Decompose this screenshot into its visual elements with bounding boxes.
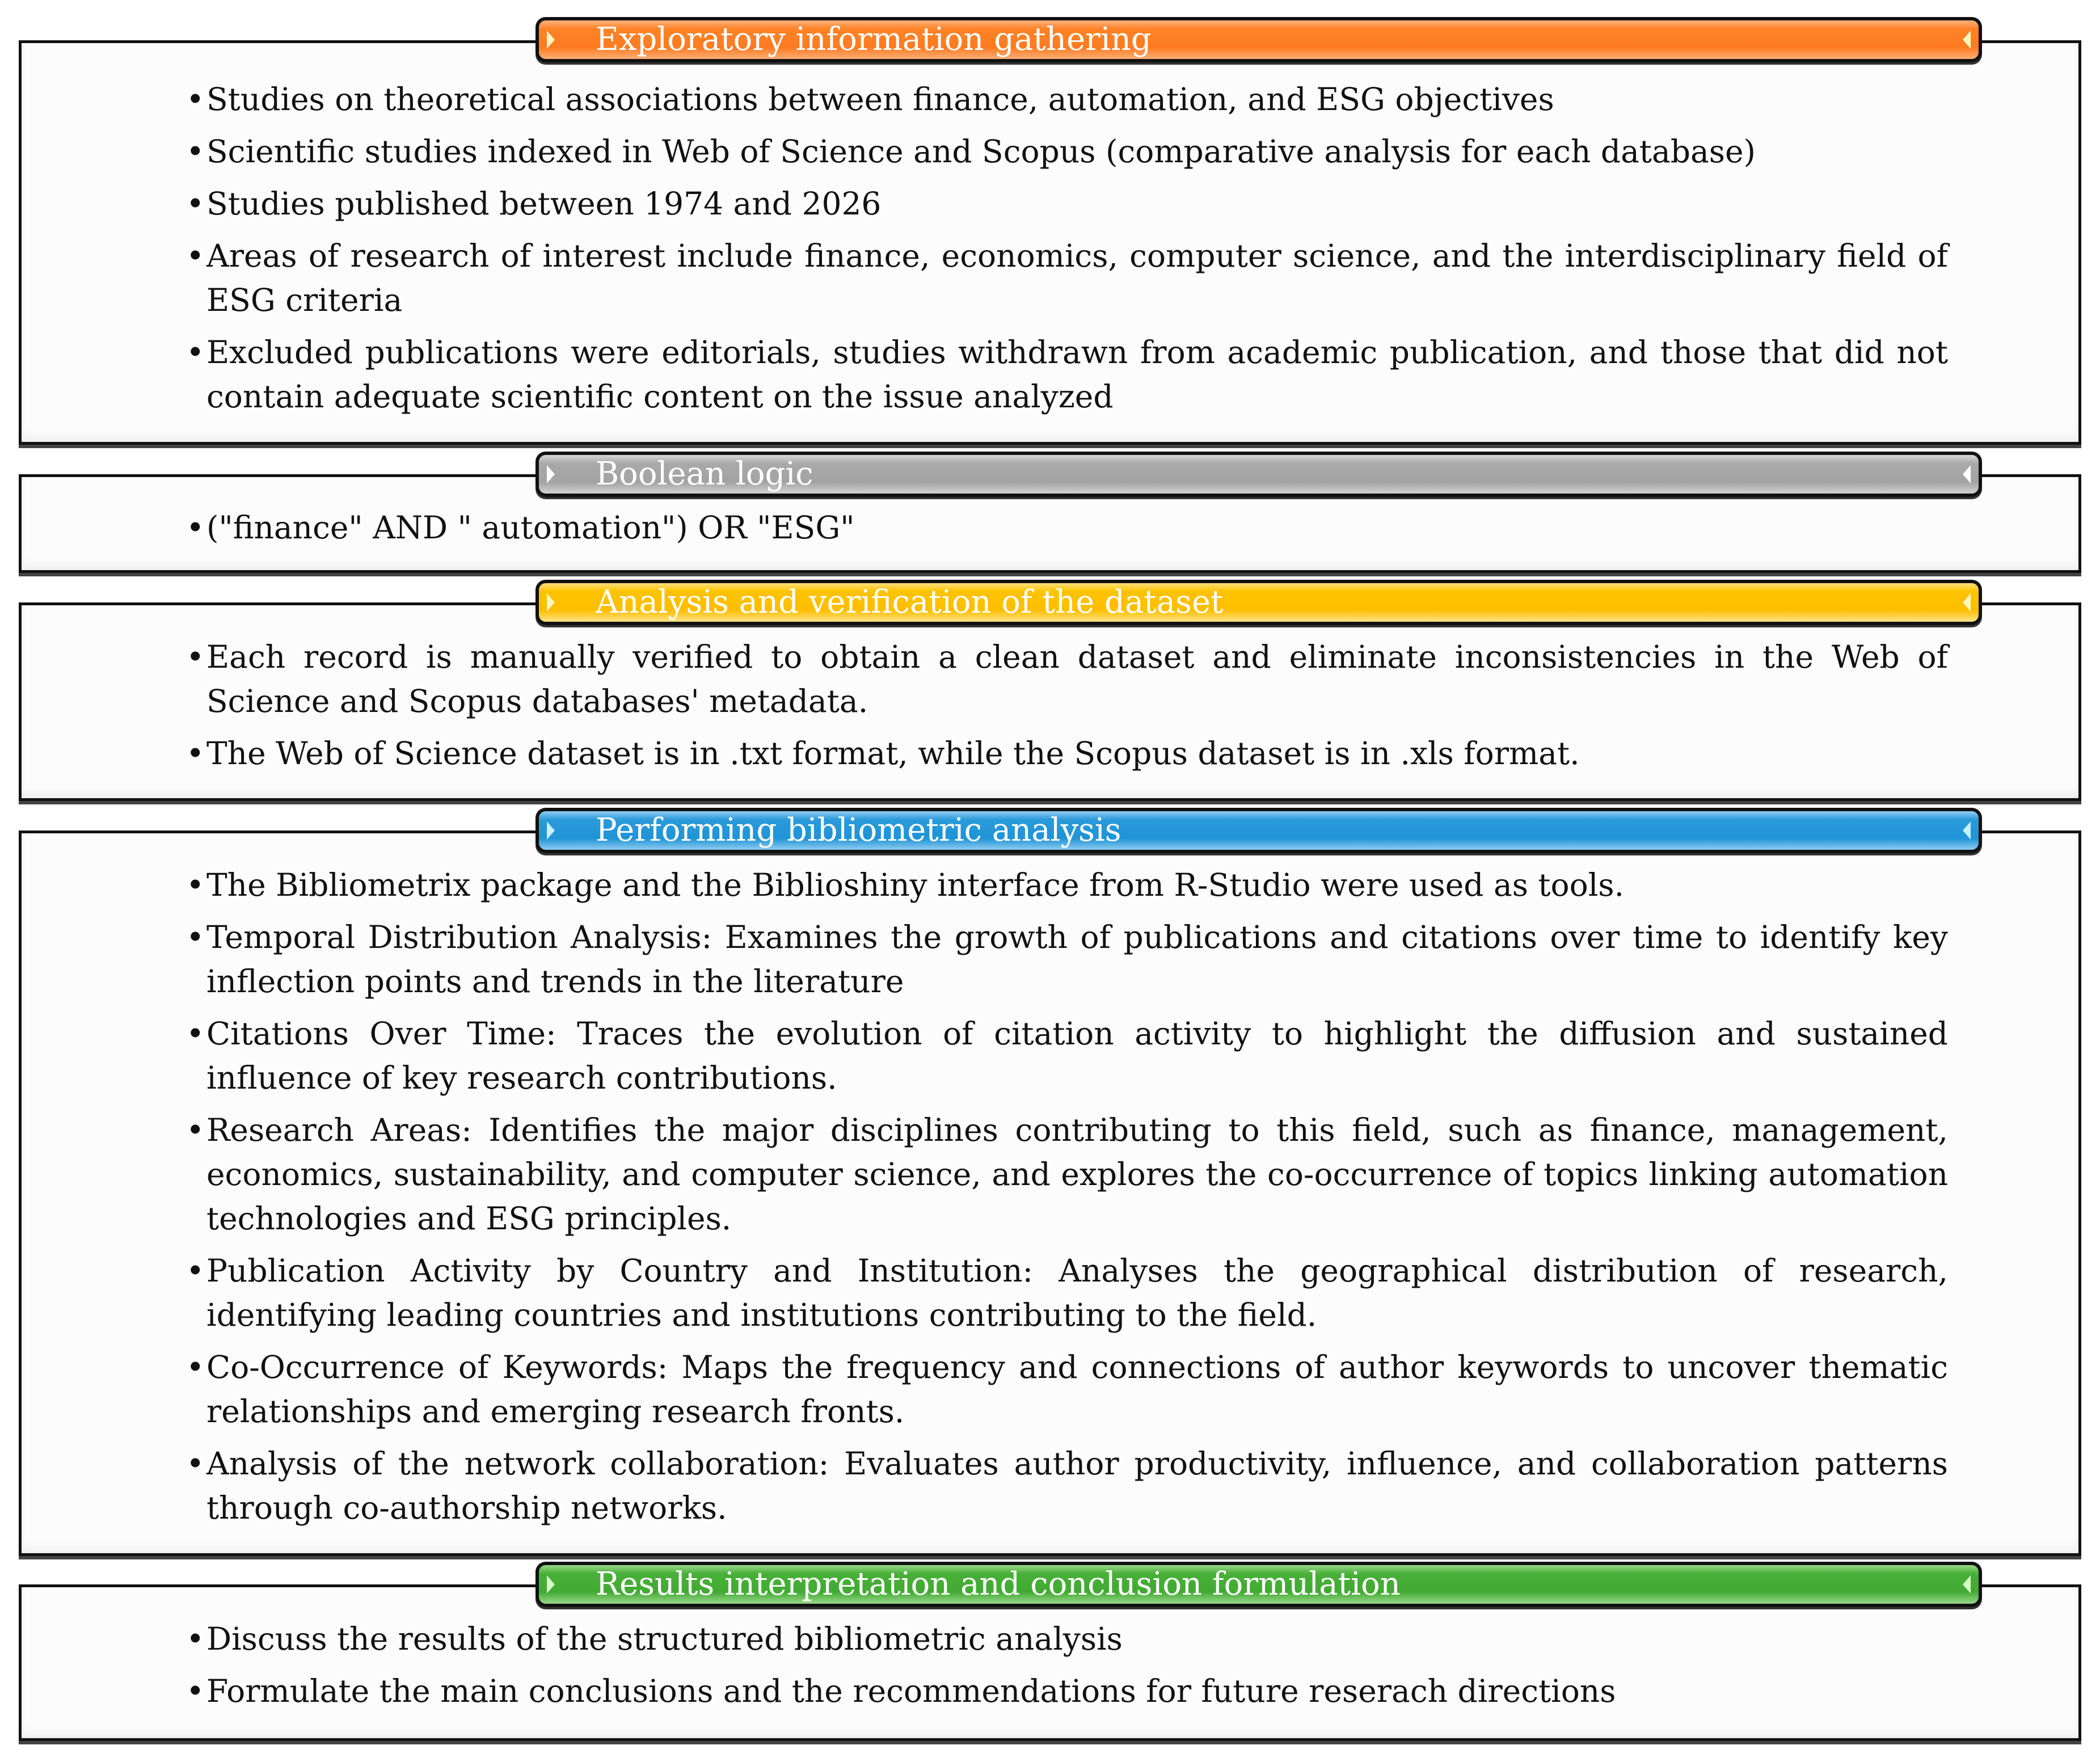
bullet-list <box>186 77 1948 427</box>
list-item: • Each record is manually verified to obtain a clean dataset and eliminate inconsistencies in the Web of Science and Scopus databases' metadata. <box>186 635 1948 723</box>
list-item: • Research Areas: Identifies the major disciplines contributing to this field, such as finance, management, economics, sustainability, and computer science, and explores the co-occurrence of topics linking automation technologies and ESG principles. <box>186 1108 1948 1241</box>
section-title: Results interpretation and conclusion formulation <box>596 1566 1401 1603</box>
list-item: • Discuss the results of the structured bibliometric analysis <box>186 1617 1948 1661</box>
bullet-icon: • <box>186 1253 205 1289</box>
list-item: • Studies on theoretical associations between finance, automation, and ESG objectives <box>186 77 1948 121</box>
list-item: • ("finance" AND " automation") OR "ESG" <box>186 505 1948 550</box>
list-item: • Scientific studies indexed in Web of Science and Scopus (comparative analysis for each database) <box>186 129 1948 174</box>
list-item: • Analysis of the network collaboration: Evaluates author productivity, influence, and collaboration patterns through co-authorship networks. <box>186 1441 1948 1530</box>
chevron-left-icon <box>1963 593 1971 612</box>
chevron-right-icon <box>547 465 555 483</box>
chevron-left-icon <box>1963 821 1971 840</box>
list-item: • Citations Over Time: Traces the evolution of citation activity to highlight the diffusion and sustained influence of key research contributions. <box>186 1011 1948 1100</box>
chevron-right-icon <box>547 593 555 612</box>
list-item: • Publication Activity by Country and Institution: Analyses the geographical distribution of research, identifying leading countries and institutions contributing to the field. <box>186 1249 1948 1337</box>
section-box-results <box>19 1584 2081 1741</box>
list-item: • Studies published between 1974 and 2026 <box>186 182 1948 226</box>
bullet-icon: • <box>186 735 205 772</box>
chevron-right-icon <box>547 1575 555 1593</box>
bullet-list <box>186 1617 1948 1721</box>
bullet-icon: • <box>186 1349 205 1385</box>
bullet-list <box>186 505 1948 558</box>
list-item: • The Web of Science dataset is in .txt format, while the Scopus dataset is in .xls format. <box>186 731 1948 775</box>
chevron-left-icon <box>1963 465 1971 483</box>
section-header-results <box>535 1562 1982 1607</box>
chevron-left-icon <box>1963 1575 1971 1593</box>
list-item: • Excluded publications were editorials, studies withdrawn from academic publication, and those that did not contain adequate scientific content on the issue analyzed <box>186 330 1948 419</box>
bullet-icon: • <box>186 919 205 955</box>
bullet-icon: • <box>186 334 205 370</box>
list-item: • Co-Occurrence of Keywords: Maps the frequency and connections of author keywords to uncover thematic relationships and emerging research fronts. <box>186 1345 1948 1434</box>
section-header-verification <box>535 580 1982 625</box>
chevron-right-icon <box>547 821 555 840</box>
section-box-verification <box>19 602 2081 801</box>
list-item: • Areas of research of interest include finance, economics, computer science, and the interdisciplinary field of ESG criteria <box>186 234 1948 322</box>
bullet-icon: • <box>186 1673 205 1709</box>
chevron-right-icon <box>547 31 555 49</box>
bullet-icon: • <box>186 238 205 274</box>
section-header-exploratory <box>535 17 1982 62</box>
list-item: • Formulate the main conclusions and the recommendations for future reserach directions <box>186 1669 1948 1713</box>
bullet-icon: • <box>186 1015 205 1052</box>
bullet-icon: • <box>186 867 205 903</box>
bullet-icon: • <box>186 1445 205 1482</box>
section-box-exploratory <box>19 40 2081 445</box>
section-title: Exploratory information gathering <box>596 21 1152 58</box>
bullet-icon: • <box>186 186 205 222</box>
section-header-bibliometric <box>535 808 1982 853</box>
section-title: Analysis and verification of the dataset <box>596 584 1224 621</box>
section-title: Boolean logic <box>596 456 813 492</box>
bullet-icon: • <box>186 639 205 675</box>
bullet-icon: • <box>186 1621 205 1657</box>
list-item: • The Bibliometrix package and the Biblioshiny interface from R-Studio were used as tools. <box>186 863 1948 907</box>
bullet-icon: • <box>186 1112 205 1148</box>
list-item: • Temporal Distribution Analysis: Examines the growth of publications and citations over time to identify key inflection points and trends in the literature <box>186 915 1948 1004</box>
section-box-bibliometric <box>19 830 2081 1556</box>
bullet-list <box>186 635 1948 783</box>
bullet-icon: • <box>186 81 205 117</box>
bullet-list <box>186 863 1948 1538</box>
chevron-left-icon <box>1963 31 1971 49</box>
bullet-icon: • <box>186 133 205 170</box>
section-title: Performing bibliometric analysis <box>596 812 1121 849</box>
section-header-boolean <box>535 452 1982 497</box>
bullet-icon: • <box>186 509 205 546</box>
